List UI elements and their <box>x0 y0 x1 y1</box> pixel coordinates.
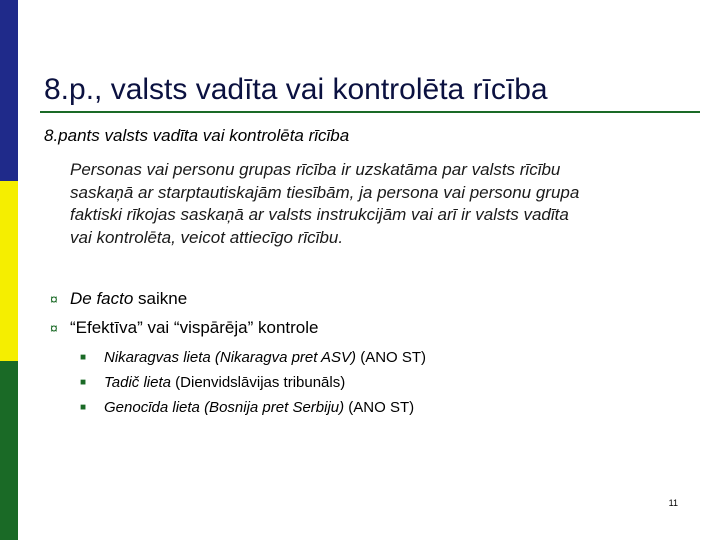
sub-bullet-italic: Tadič lieta <box>104 374 171 391</box>
bullet-marker-icon: ¤ <box>50 291 58 307</box>
bullet-item <box>50 317 690 339</box>
bullet-marker-icon: ¤ <box>50 320 58 336</box>
sub-bullet-item <box>80 373 690 393</box>
square-bullet-icon: ■ <box>80 352 87 363</box>
sub-bullet-text <box>104 373 345 393</box>
paragraph-line: faktiski rīkojas saskaņā ar valsts instrukcijām vai arī ir valsts vadīta <box>70 205 569 224</box>
sub-bullet-text <box>104 348 426 368</box>
bullet-item <box>50 288 690 310</box>
sub-bullet-plain: (ANO ST) <box>344 399 415 416</box>
sidebar-blue-segment <box>0 0 18 181</box>
bullet-plain: “Efektīva” vai “vispārēja” kontrole <box>70 318 319 337</box>
sub-bullet-item <box>80 348 690 368</box>
title-underline <box>40 111 700 113</box>
section-heading <box>44 125 684 147</box>
sidebar-green-segment <box>0 361 18 540</box>
sidebar-yellow-segment <box>0 181 18 361</box>
sub-bullet-item <box>80 398 690 418</box>
sub-bullet-plain: (ANO ST) <box>356 349 427 366</box>
bullet-text <box>70 288 187 310</box>
paragraph-line: vai kontrolēta, veicot attiecīgo rīcību. <box>70 227 344 247</box>
page-number: 11 <box>668 498 678 508</box>
sub-bullet-italic: Nikaragvas lieta (Nikaragva pret ASV) <box>104 349 357 366</box>
sub-bullet-italic: Genocīda lieta (Bosnija pret Serbiju) <box>104 399 345 416</box>
heading-rest: valsts vadīta vai kontrolēta rīcība <box>99 126 350 145</box>
bullet-italic: De facto <box>70 289 134 308</box>
slide-title: 8.p., valsts vadīta vai kontrolēta rīcība <box>44 73 548 106</box>
heading-lead: 8.pants <box>44 126 100 145</box>
bullet-text <box>70 317 318 339</box>
sub-bullet-text <box>104 398 414 418</box>
paragraph-line: Personas vai personu grupas rīcība ir uzskatāma par valsts rīcību <box>70 160 561 179</box>
paragraph-line: saskaņā ar starptautiskajām tiesībām, ja persona vai personu grupa <box>70 182 580 202</box>
definition-paragraph <box>70 159 690 249</box>
square-bullet-icon: ■ <box>80 402 87 413</box>
bullet-plain: saikne <box>133 289 188 308</box>
square-bullet-icon: ■ <box>80 377 87 388</box>
sub-bullet-plain: (Dienvidslāvijas tribunāls) <box>171 374 346 391</box>
